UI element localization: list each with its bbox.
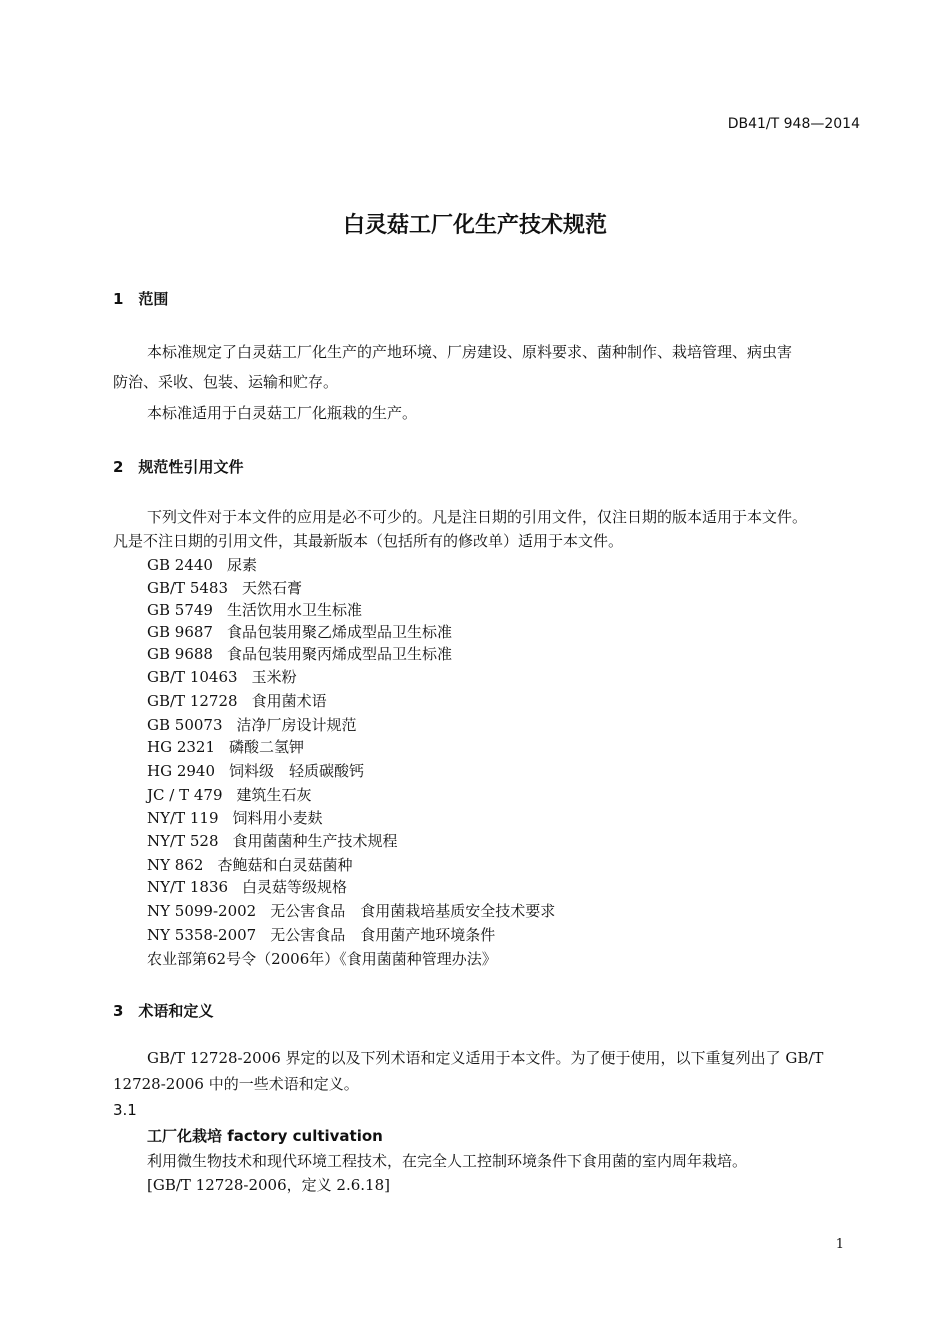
section-3-heading: 3 术语和定义 [113, 1002, 214, 1020]
reference-code: GB/T 5483 [147, 579, 229, 597]
reference-item [147, 761, 364, 781]
reference-code: 农业部第62号令 [147, 950, 257, 968]
reference-code: NY/T 119 [147, 809, 219, 827]
section-2-paragraph-line-2: 凡是不注日期的引用文件，其最新版本（包括所有的修改单）适用于本文件。 [113, 532, 624, 550]
document-code: DB41/T 948—2014 [727, 116, 860, 132]
reference-code: GB/T 12728 [147, 692, 238, 710]
reference-item [147, 600, 362, 620]
reference-title: 洁净厂房设计规范 [236, 716, 357, 734]
page-number: 1 [835, 1237, 844, 1252]
reference-code: NY/T 528 [147, 832, 219, 850]
reference-code: NY 5358-2007 [147, 926, 257, 944]
reference-title: 白灵菇等级规格 [242, 878, 348, 896]
reference-code: GB 5749 [147, 601, 213, 619]
subsection-number: 3.1 [113, 1101, 137, 1119]
reference-item [147, 578, 302, 598]
reference-item [147, 808, 323, 828]
reference-title: 无公害食品 食用菌产地环境条件 [270, 926, 496, 944]
reference-item [147, 715, 357, 735]
term-heading: 工厂化栽培 factory cultivation [147, 1127, 383, 1145]
reference-title: 无公害食品 食用菌栽培基质安全技术要求 [270, 902, 556, 920]
reference-item [147, 855, 352, 875]
reference-code: GB/T 10463 [147, 668, 238, 686]
page-title: 白灵菇工厂化生产技术规范 [342, 213, 607, 238]
reference-title: 杏鲍菇和白灵菇菌种 [217, 856, 353, 874]
section-3-paragraph-line-1: GB/T 12728-2006 界定的以及下列术语和定义适用于本文件。为了便于使用，以下重复列出了 GB/T [147, 1049, 824, 1067]
reference-title: 饲料级 轻质碳酸钙 [229, 762, 365, 780]
reference-code: GB 2440 [147, 556, 213, 574]
reference-code: NY/T 1836 [147, 878, 229, 896]
reference-code: HG 2321 [147, 738, 216, 756]
reference-code: GB 50073 [147, 716, 223, 734]
section-2-paragraph-line-1: 下列文件对于本文件的应用是必不可少的。凡是注日期的引用文件，仅注日期的版本适用于本文件。 [147, 508, 808, 526]
reference-item [147, 622, 452, 642]
reference-item [147, 667, 297, 687]
term-definition: 利用微生物技术和现代环境工程技术，在完全人工控制环境条件下食用菌的室内周年栽培。 [147, 1152, 748, 1170]
reference-item [147, 925, 495, 945]
reference-title: 饲料用小麦麸 [232, 809, 323, 827]
reference-code: GB 9688 [147, 645, 213, 663]
reference-item [147, 555, 257, 575]
section-1-paragraph-2: 本标准适用于白灵菇工厂化瓶栽的生产。 [147, 404, 418, 422]
section-2-heading: 2 规范性引用文件 [113, 458, 244, 476]
reference-code: NY 5099-2002 [147, 902, 257, 920]
term-source: [GB/T 12728-2006，定义 2.6.18] [147, 1176, 390, 1194]
reference-title: 食用菌菌种生产技术规程 [232, 832, 398, 850]
reference-title: 磷酸二氢钾 [229, 738, 305, 756]
reference-item [147, 831, 398, 851]
reference-title: 玉米粉 [251, 668, 297, 686]
reference-item [147, 691, 327, 711]
reference-title: 生活饮用水卫生标准 [226, 601, 362, 619]
reference-item [147, 644, 452, 664]
reference-item [147, 737, 304, 757]
reference-code: HG 2940 [147, 762, 216, 780]
section-1-heading: 1 范围 [113, 290, 169, 308]
section-1-paragraph-line-1: 本标准规定了白灵菇工厂化生产的产地环境、厂房建设、原料要求、菌种制作、栽培管理、病虫害 [147, 343, 793, 361]
reference-item [147, 785, 312, 805]
reference-title: 建筑生石灰 [236, 786, 312, 804]
reference-title: 食用菌术语 [251, 692, 327, 710]
section-3-paragraph-line-2: 12728-2006 中的一些术语和定义。 [113, 1075, 359, 1093]
reference-title: 天然石膏 [242, 579, 303, 597]
section-1-paragraph-line-2: 防治、采收、包装、运输和贮存。 [113, 373, 339, 391]
reference-title: 食品包装用聚丙烯成型品卫生标准 [226, 645, 452, 663]
reference-title: 食品包装用聚乙烯成型品卫生标准 [226, 623, 452, 641]
reference-code: NY 862 [147, 856, 204, 874]
reference-title: 尿素 [226, 556, 257, 574]
reference-code: JC / T 479 [147, 786, 223, 804]
reference-item [147, 877, 347, 897]
reference-title: （2006年）《食用菌菌种管理办法》 [256, 950, 497, 968]
reference-item [147, 901, 555, 921]
reference-item [147, 949, 497, 969]
reference-code: GB 9687 [147, 623, 213, 641]
